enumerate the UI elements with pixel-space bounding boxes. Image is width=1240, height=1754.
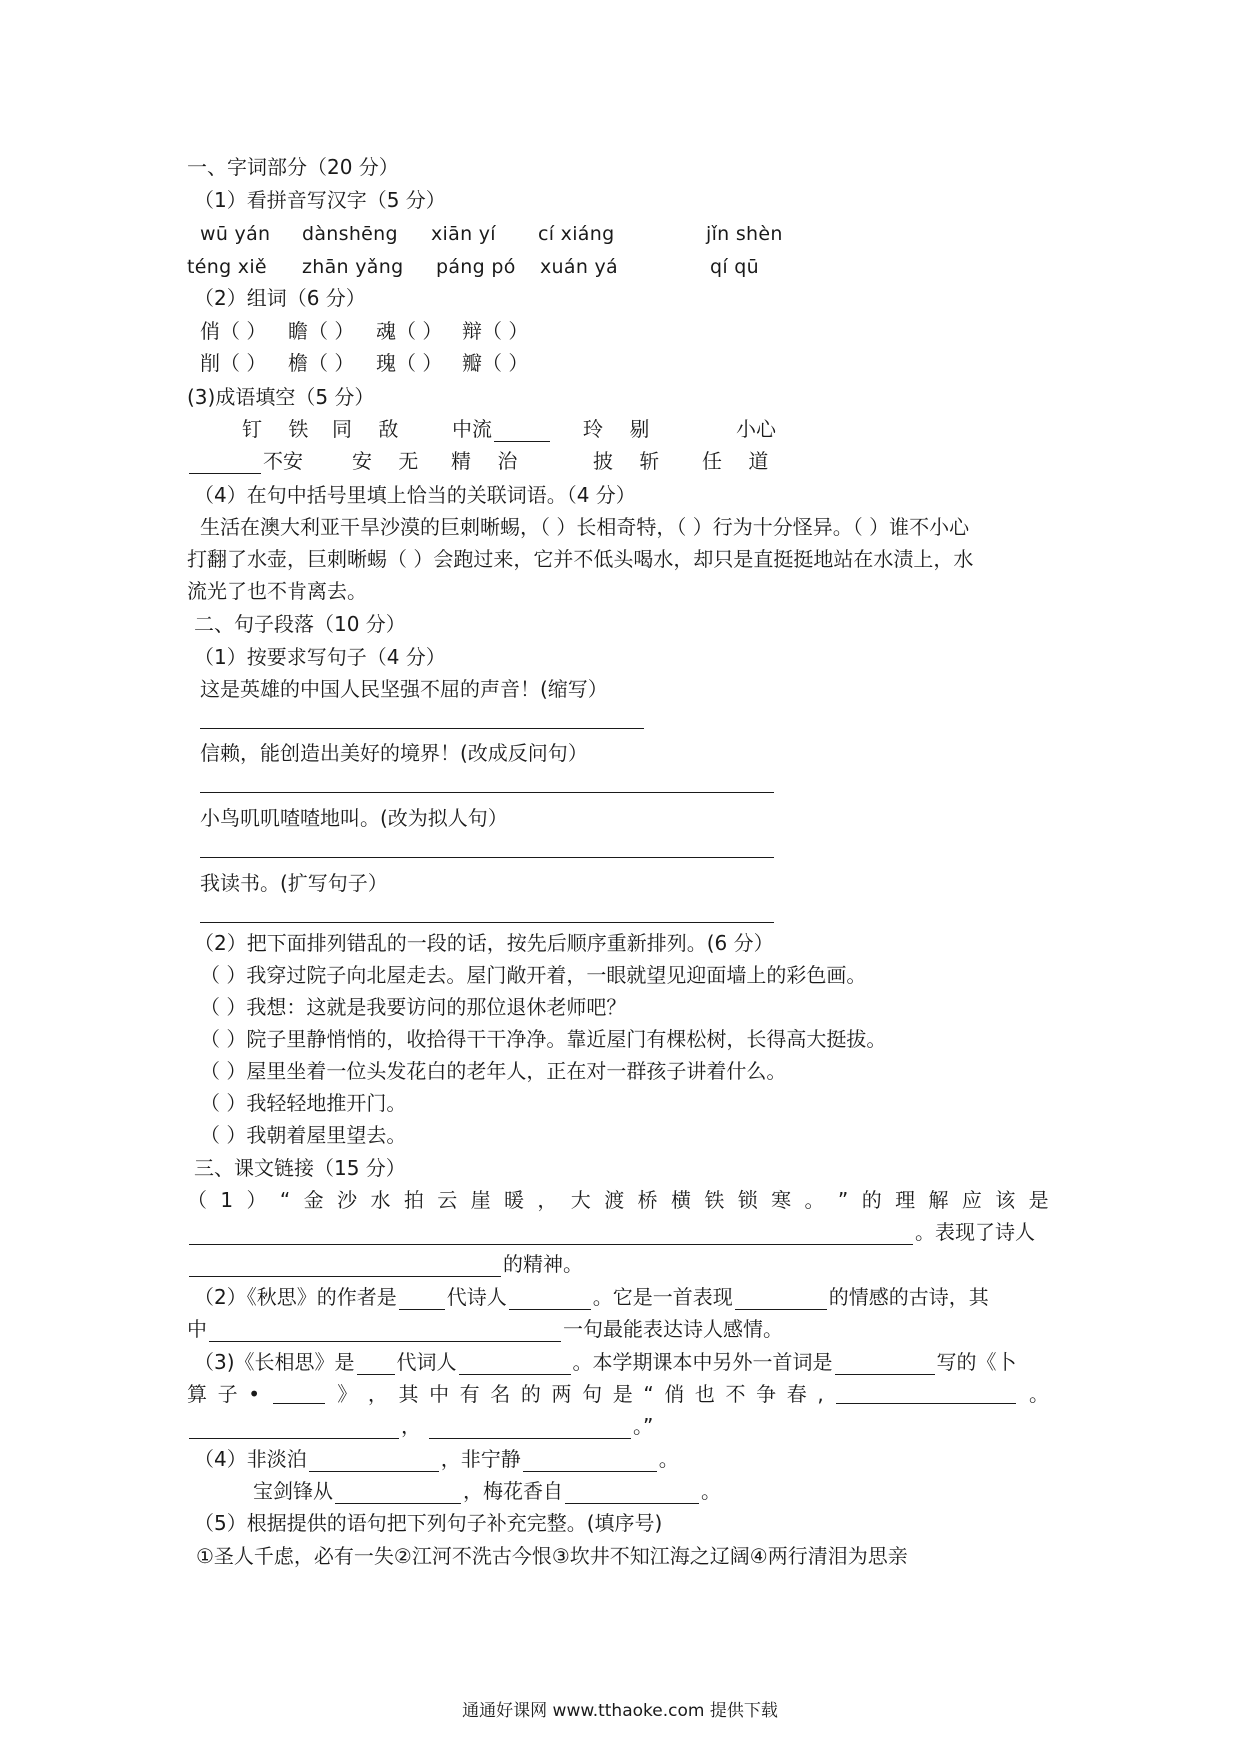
sentence-prompt: 小鸟叽叽喳喳地叫。(改为拟人句） xyxy=(200,806,508,830)
question-char: 中 xyxy=(429,1382,450,1406)
zuci-item: 魂（ ） xyxy=(376,319,443,343)
question-text: 写的《卜 xyxy=(936,1350,1017,1374)
order-text: 我轻轻地推开门。 xyxy=(246,1091,407,1115)
answer-blank[interactable] xyxy=(735,1287,827,1310)
question-char: 应 xyxy=(961,1188,982,1212)
answer-blank[interactable] xyxy=(509,1287,591,1310)
answer-blank[interactable] xyxy=(459,1352,571,1375)
question-char: 金 xyxy=(303,1188,324,1212)
zuci-item: 削（ ） xyxy=(200,351,267,375)
question-text: 。本学期课本中另外一首词是 xyxy=(572,1350,833,1374)
connective-passage-line: 生活在澳大利亚干旱沙漠的巨刺晰蜴，（ ）长相奇特，（ ）行为十分怪异。（ ）谁不小心 xyxy=(200,515,970,539)
pinyin-item: dànshēng xyxy=(302,223,398,245)
pinyin-question-title: （1）看拼音写汉字（5 分） xyxy=(194,188,446,212)
question-char: 理 xyxy=(895,1188,916,1212)
question-char: , xyxy=(817,1382,824,1406)
pinyin-item: jǐn shèn xyxy=(706,223,783,245)
answer-line[interactable] xyxy=(200,857,774,858)
question-text: （3)《长相思》是 xyxy=(194,1350,355,1374)
completion-options: ①圣人千虑，必有一失②江河不洗古今恨③坎井不知江海之辽阔④两行清泪为思亲 xyxy=(196,1544,908,1568)
question-char: 也 xyxy=(694,1382,715,1406)
completion-question-title: （5）根据提供的语句把下列句子补充完整。(填序号) xyxy=(194,1511,663,1535)
question-text: 宝剑锋从 xyxy=(253,1479,333,1503)
answer-blank[interactable] xyxy=(523,1449,657,1472)
order-paren[interactable]: （ ） xyxy=(200,1091,247,1115)
question-char: 崖 xyxy=(470,1188,491,1212)
question-text: 。 xyxy=(658,1447,679,1471)
zuci-item: 辩（ ） xyxy=(462,319,529,343)
question-char: 春 xyxy=(786,1382,807,1406)
changxiangsi-question-line xyxy=(187,1413,653,1439)
answer-blank[interactable] xyxy=(494,419,550,442)
proverb-question-line xyxy=(253,1478,721,1504)
answer-line[interactable] xyxy=(200,922,774,923)
zuci-item: 瞻（ ） xyxy=(288,319,355,343)
question-text: 一句最能表达诗人感情。 xyxy=(563,1317,783,1341)
ordering-item xyxy=(200,1090,406,1116)
idiom-item: 小心 xyxy=(736,417,776,441)
idiom-item: 任 道 xyxy=(702,449,779,473)
question-char: ） xyxy=(246,1188,267,1212)
question-char: ， xyxy=(367,1382,388,1406)
question-text: ，非宁静 xyxy=(440,1447,521,1471)
order-text: 我朝着屋里望去。 xyxy=(246,1123,407,1147)
answer-blank[interactable] xyxy=(335,1481,461,1504)
idiom-item xyxy=(187,448,303,474)
idiom-item: 玲 剔 xyxy=(583,417,660,441)
answer-blank[interactable] xyxy=(429,1416,631,1439)
question-char: 俏 xyxy=(664,1382,685,1406)
answer-blank[interactable] xyxy=(189,1222,913,1245)
poem-question-text: 的精神。 xyxy=(503,1252,583,1276)
pinyin-item: téng xiě xyxy=(187,256,267,278)
sentence-prompt: 信赖，能创造出美好的境界！(改成反问句） xyxy=(200,741,588,765)
idiom-text: 不安 xyxy=(263,449,303,473)
idiom-question-title: (3)成语填空（5 分） xyxy=(187,385,375,409)
question-char: （ xyxy=(187,1188,207,1212)
changxiangsi-question-line xyxy=(187,1381,1049,1407)
zuci-question-title: （2）组词（6 分） xyxy=(194,286,366,310)
pinyin-item: xiān yí xyxy=(431,223,496,245)
answer-blank[interactable] xyxy=(836,1381,1016,1404)
question-char: 句 xyxy=(582,1382,603,1406)
zuci-item: 檐（ ） xyxy=(288,351,355,375)
question-char: 两 xyxy=(551,1382,572,1406)
answer-blank[interactable] xyxy=(565,1481,699,1504)
poem-question-line xyxy=(187,1251,583,1277)
answer-blank[interactable] xyxy=(309,1449,439,1472)
ordering-item xyxy=(200,962,866,988)
question-char: 1 xyxy=(220,1188,234,1212)
question-char: 解 xyxy=(928,1188,949,1212)
idiom-item: 钉 铁 xyxy=(242,417,319,441)
question-char: 。 xyxy=(804,1188,825,1212)
question-char: 的 xyxy=(520,1382,541,1406)
question-text: ，梅花香自 xyxy=(463,1479,563,1503)
answer-blank[interactable] xyxy=(209,1319,561,1342)
question-char: 》 xyxy=(337,1382,358,1406)
question-char: 渡 xyxy=(604,1188,625,1212)
order-paren[interactable]: （ ） xyxy=(200,1123,247,1147)
question-text: 的情感的古诗，其 xyxy=(828,1285,989,1309)
question-char: 桥 xyxy=(637,1188,658,1212)
question-char: 铁 xyxy=(704,1188,725,1212)
question-char: 算 xyxy=(187,1382,207,1406)
question-text: 代词人 xyxy=(396,1350,457,1374)
zuci-item: 瑰（ ） xyxy=(376,351,443,375)
question-text: 代诗人 xyxy=(446,1285,507,1309)
question-char: 不 xyxy=(725,1382,746,1406)
section-3-title: 三、课文链接（15 分） xyxy=(194,1156,406,1180)
footer-text: 通通好课网 www.tthaoke.com 提供下载 xyxy=(462,1701,778,1721)
question-text: 。” xyxy=(633,1414,654,1438)
order-paren[interactable]: （ ） xyxy=(200,1027,247,1051)
ordering-item xyxy=(200,994,626,1020)
question-char: 的 xyxy=(861,1188,882,1212)
idiom-item: 安 无 xyxy=(352,449,429,473)
sentence-prompt: 我读书。(扩写句子） xyxy=(200,871,388,895)
question-char: 寒 xyxy=(771,1188,792,1212)
answer-blank[interactable] xyxy=(189,1416,399,1439)
question-char: “ xyxy=(643,1382,654,1406)
question-char: 争 xyxy=(756,1382,777,1406)
pinyin-item: wū yán xyxy=(200,223,271,245)
order-paren[interactable]: （ ） xyxy=(200,963,247,987)
order-text: 我穿过院子向北屋走去。屋门敞开着，一眼就望见迎面墙上的彩色画。 xyxy=(246,963,867,987)
question-char: 。 xyxy=(1028,1382,1049,1406)
question-text: 中 xyxy=(187,1317,207,1341)
question-char: 其 xyxy=(398,1382,419,1406)
order-text: 屋里坐着一位头发花白的老年人，正在对一群孩子讲着什么。 xyxy=(246,1059,787,1083)
ordering-item xyxy=(200,1058,786,1084)
ordering-item xyxy=(200,1026,886,1052)
sentence-prompt: 这是英雄的中国人民坚强不屈的声音！(缩写） xyxy=(200,677,608,701)
question-text: （4）非淡泊 xyxy=(194,1447,307,1471)
ordering-item xyxy=(200,1122,406,1148)
question-text: ， xyxy=(401,1414,421,1438)
order-paren[interactable]: （ ） xyxy=(200,1059,247,1083)
idiom-item: 同 敌 xyxy=(332,417,409,441)
proverb-question-line xyxy=(194,1446,679,1472)
section-1-title: 一、字词部分（20 分） xyxy=(187,155,399,179)
question-char: 名 xyxy=(490,1382,511,1406)
qiusi-question-line xyxy=(194,1284,989,1310)
answer-line[interactable] xyxy=(200,792,774,793)
qiusi-question-line xyxy=(187,1316,783,1342)
poem-question-line xyxy=(187,1187,1049,1213)
answer-blank[interactable] xyxy=(189,451,261,474)
idiom-item: 精 治 xyxy=(451,449,528,473)
order-paren[interactable]: （ ） xyxy=(200,995,247,1019)
pinyin-item: xuán yá xyxy=(540,256,618,278)
question-char: 横 xyxy=(670,1188,691,1212)
question-char: 子 xyxy=(217,1382,238,1406)
pinyin-item: zhān yǎng xyxy=(302,256,404,278)
zuci-item: 瓣（ ） xyxy=(462,351,529,375)
idiom-text: 中流 xyxy=(452,417,492,441)
answer-blank[interactable] xyxy=(835,1352,935,1375)
idiom-item xyxy=(452,416,552,442)
pinyin-item: páng pó xyxy=(436,256,516,278)
question-char: 暖 xyxy=(504,1188,525,1212)
answer-blank[interactable] xyxy=(357,1352,395,1375)
question-char: ” xyxy=(837,1188,849,1212)
answer-blank[interactable] xyxy=(273,1381,325,1404)
question-char: 水 xyxy=(370,1188,391,1212)
answer-line[interactable] xyxy=(200,728,644,729)
question-char: 该 xyxy=(995,1188,1016,1212)
question-char: 大 xyxy=(570,1188,591,1212)
connective-passage-line: 打翻了水壶，巨刺晰蜴（ ）会跑过来，它并不低头喝水，却只是直挺挺地站在水渍上，水 xyxy=(187,547,974,571)
question-char: 锁 xyxy=(737,1188,758,1212)
order-text: 院子里静悄悄的，收拾得干干净净。靠近屋门有棵松树，长得高大挺拔。 xyxy=(246,1027,887,1051)
ordering-question-title: （2）把下面排列错乱的一段的话，按先后顺序重新排列。(6 分） xyxy=(194,931,774,955)
changxiangsi-question-line xyxy=(194,1349,1017,1375)
question-text: 。 xyxy=(701,1479,721,1503)
poem-question-text: 。表现了诗人 xyxy=(915,1220,1035,1244)
question-char: 有 xyxy=(459,1382,480,1406)
answer-blank[interactable] xyxy=(399,1287,445,1310)
section-2-title: 二、句子段落（10 分） xyxy=(194,612,406,636)
question-text: 。它是一首表现 xyxy=(592,1285,733,1309)
question-char: 是 xyxy=(1028,1188,1049,1212)
question-char: 拍 xyxy=(403,1188,424,1212)
zuci-item: 俏（ ） xyxy=(200,319,267,343)
idiom-item: 披 斩 xyxy=(593,449,670,473)
pinyin-item: qí qū xyxy=(710,256,759,278)
sentence-question-title: （1）按要求写句子（4 分） xyxy=(194,645,446,669)
poem-question-line xyxy=(187,1219,1035,1245)
connective-passage-line: 流光了也不肯离去。 xyxy=(187,579,367,603)
answer-blank[interactable] xyxy=(189,1254,501,1277)
question-char: 是 xyxy=(612,1382,633,1406)
question-char: • xyxy=(248,1382,261,1406)
connective-question-title: （4）在句中括号里填上恰当的关联词语。（4 分） xyxy=(194,483,636,507)
question-char: 沙 xyxy=(337,1188,358,1212)
question-char: 云 xyxy=(437,1188,458,1212)
question-text: （2）《秋思》的作者是 xyxy=(194,1285,397,1309)
order-text: 我想：这就是我要访问的那位退休老师吧？ xyxy=(246,995,627,1019)
question-char: ， xyxy=(537,1188,558,1212)
pinyin-item: cí xiáng xyxy=(538,223,615,245)
question-char: “ xyxy=(279,1188,291,1212)
